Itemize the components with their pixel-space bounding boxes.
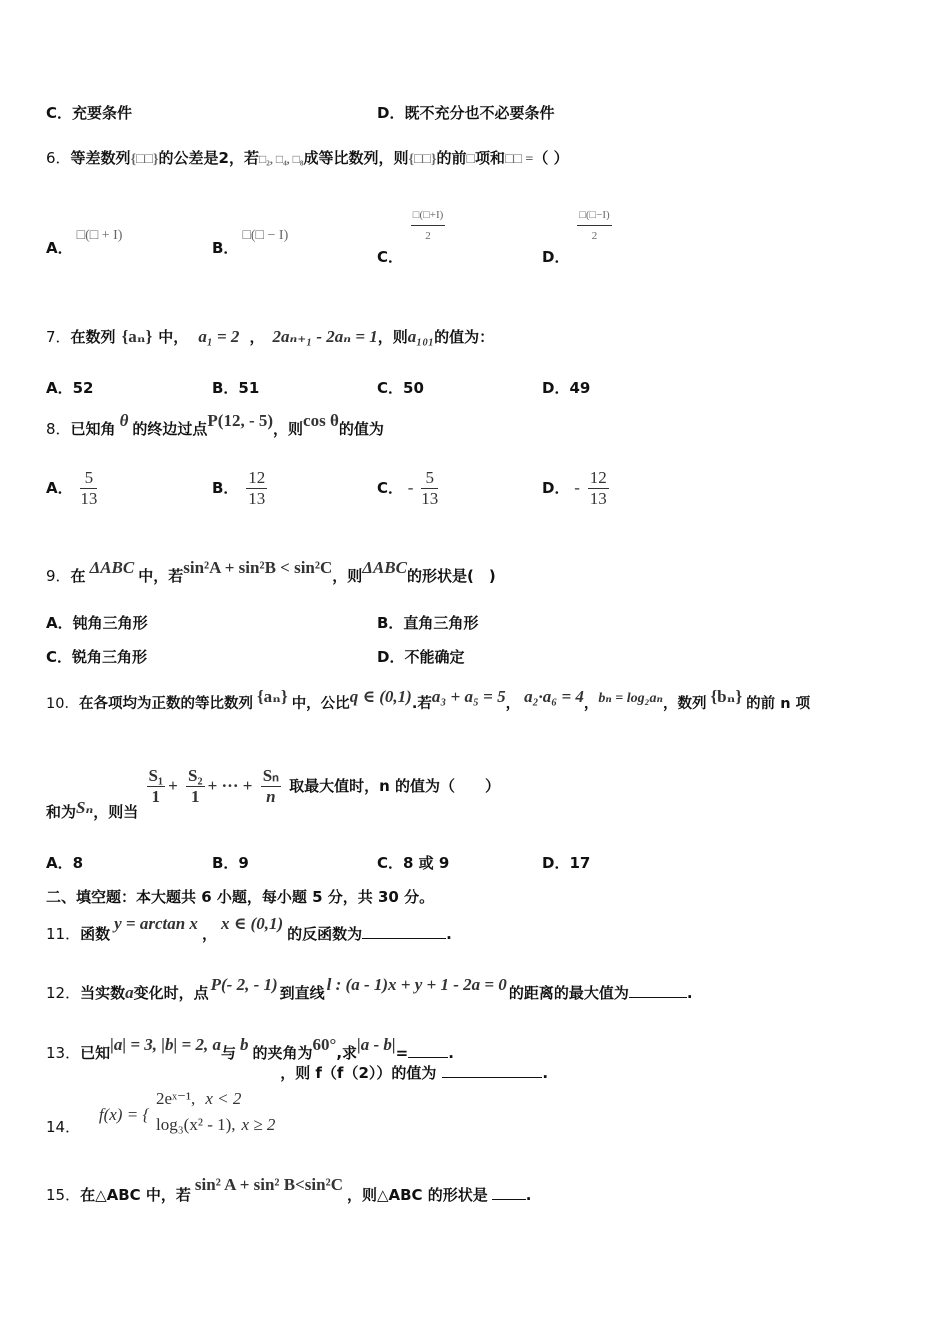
q7-option-d: D．49: [542, 379, 591, 397]
q15-t2: ，则△ABC 的形状是: [346, 1186, 488, 1204]
q8-t3: ，则: [273, 420, 304, 438]
q11-dom: x ∈ (0,1): [220, 914, 284, 933]
q13-t2: 与: [220, 1044, 236, 1062]
q7-seq: {aₙ}: [121, 327, 153, 346]
q13-t1: 已知: [80, 1044, 111, 1062]
question-12: [46, 975, 693, 1003]
q5-option-d: D．既不充分也不必要条件: [377, 104, 555, 122]
q6-optC-num: □(□+I): [411, 205, 445, 226]
q12-a: a: [125, 983, 134, 1002]
q10-c2: a₂·a₆ = 4: [524, 687, 584, 706]
q10-seq: {aₙ}: [256, 687, 288, 706]
question-8: [46, 411, 384, 439]
q7-t3: ，则: [377, 328, 408, 346]
q8-optC-sign: -: [407, 478, 414, 497]
q6-optD-den: 2: [591, 230, 598, 242]
q8-cos: cos θ: [303, 411, 339, 430]
q15-t1: 在△ABC 中，若: [80, 1186, 191, 1204]
q10-q: q ∈ (0,1): [349, 687, 412, 706]
q7-option-a: A．52: [46, 379, 94, 397]
q15-answer-blank[interactable]: [492, 1185, 526, 1200]
q7-c1: a₁ = 2: [198, 327, 240, 346]
q7-option-c: C．50: [377, 379, 424, 397]
question-7: 7．在数列 {aₙ} 中， a₁ = 2 ， 2aₙ₊₁ - 2aₙ = 1，则a₁₀₁的值为：: [46, 327, 495, 346]
q8-num: 8．: [46, 420, 71, 438]
q6-text: （ ）: [533, 149, 569, 167]
q10-f2n: S₂: [188, 766, 203, 785]
q10-plus1: +: [168, 776, 178, 795]
question-14: [46, 1064, 549, 1138]
q10-option-d: D．17: [542, 854, 591, 872]
q15-end: .: [525, 1186, 532, 1204]
q6-sn: □□ =: [504, 152, 534, 167]
q10-t2: 中，公比: [291, 696, 350, 712]
q13-num: 13．: [46, 1044, 81, 1062]
q6-option-c: [377, 205, 448, 266]
q8-optA-num: 5: [80, 468, 97, 489]
q7-c2: 2aₙ₊₁ - 2aₙ = 1: [272, 327, 378, 346]
q6-optA-label: A．: [46, 239, 73, 257]
section-2-heading: 二、填空题：本大题共 6 小题，每小题 5 分，共 30 分。: [46, 888, 435, 906]
q11-f: y = arctan x: [114, 914, 198, 933]
q6-terms: □₂, □₄, □₈: [258, 152, 304, 166]
q10-num: 10．: [46, 696, 79, 712]
q6-option-b: [212, 223, 289, 257]
q8-optB-num: 12: [248, 468, 266, 487]
q10-sn: Sₙ: [76, 798, 94, 817]
q9-tri: ΔABC: [89, 558, 135, 577]
q11-answer-blank[interactable]: [362, 924, 446, 939]
q9-num: 9．: [46, 567, 71, 585]
q8-optD-sign: -: [574, 478, 580, 497]
question-10: 10．在各项均为正数的等比数列 {aₙ} 中，公比q ∈ (0,1).若a₃ + a₅ = 5， a₂·a₆ = 4，bₙ = log₂aₙ，数列 {bₙ} 的前 n 项: [46, 687, 811, 712]
q6-text: 的公差是2，若: [158, 149, 259, 167]
q11-t2: ，: [201, 925, 217, 943]
q6-option-a: [46, 223, 123, 257]
q13-c1: |a| = 3, |b| = 2, a: [110, 1035, 221, 1054]
q10-t7: ，则当: [93, 803, 139, 821]
q10-f3n: Sₙ: [262, 766, 279, 785]
q6-optC-label: C．: [377, 248, 404, 266]
q9-t3: ，则: [332, 567, 363, 585]
question-11: [46, 914, 452, 944]
q14-case2: log₃(x² - 1),: [156, 1115, 236, 1134]
q10-t5: 的前 n 项: [746, 696, 811, 712]
q9-option-a: A．钝角三角形: [46, 614, 148, 632]
q12-l: l : (a - 1)x + y + 1 - 2a = 0: [326, 975, 507, 994]
q8-optB-den: 13: [248, 489, 266, 508]
q13-expr: |a - b|: [357, 1035, 396, 1054]
q8-theta: θ: [119, 411, 129, 430]
q10-t6: 和为: [46, 803, 77, 821]
q11-t3: 的反函数为: [287, 925, 363, 943]
q6-option-d: [542, 205, 615, 266]
q7-option-b: B．51: [212, 379, 260, 397]
q8-optD-den: 13: [589, 489, 607, 508]
question-15: [46, 1175, 532, 1205]
q14-end: .: [542, 1064, 549, 1082]
question-13: [46, 1035, 454, 1063]
q10-t1: 在各项均为正数的等比数列: [78, 696, 253, 712]
q10-dots: + ··· +: [207, 776, 253, 795]
q6-optB: □(□ − I): [242, 228, 289, 243]
q8-optA-den: 13: [80, 489, 98, 508]
q9-option-d: D．不能确定: [377, 648, 465, 666]
q9-t4: 的形状是( ): [406, 567, 496, 585]
q14-case1: 2eˣ⁻¹,: [156, 1089, 196, 1108]
q12-t3: 到直线: [279, 984, 325, 1002]
q10-f1d: 1: [151, 787, 161, 806]
q6-n: □: [466, 152, 475, 167]
q14-piecewise: [156, 1086, 275, 1138]
q13-t4: ,求: [336, 1044, 358, 1062]
q6-seq: {□□}: [130, 152, 159, 167]
q10-c3: bₙ = log₂aₙ: [598, 691, 663, 706]
q6-optB-label: B．: [212, 239, 239, 257]
q5-option-c: C．充要条件: [46, 104, 133, 122]
q12-end: .: [686, 984, 693, 1002]
q10-option-c: C．8 或 9: [377, 854, 450, 872]
q14-fx: f(x) = {: [98, 1105, 150, 1124]
q9-option-c: C．锐角三角形: [46, 648, 148, 666]
q14-cond2: x ≥ 2: [241, 1115, 276, 1134]
q6-optA: □(□ + I): [76, 228, 123, 243]
q13-eq: =: [395, 1044, 409, 1062]
q10-seqb: {bₙ}: [710, 687, 743, 706]
question-10-cont: [46, 766, 501, 821]
q14-cond1: x < 2: [205, 1089, 242, 1108]
q13-answer-blank[interactable]: [408, 1043, 448, 1058]
q8-optD-num: 12: [589, 468, 607, 487]
q7-t4: 的值为：: [434, 328, 495, 346]
q8-optC-den: 13: [421, 489, 439, 508]
q6-optD-num: □(□−I): [577, 205, 611, 226]
question-9: [46, 558, 496, 586]
q9-t2: 中，若: [138, 567, 184, 585]
q6-seq: {□□}: [408, 152, 437, 167]
q7-num: 7．: [46, 328, 71, 346]
q12-num: 12．: [46, 984, 81, 1002]
q9-tri2: ΔABC: [362, 558, 407, 577]
q8-optA-label: A．: [46, 479, 73, 497]
q8-option-d: [542, 468, 612, 509]
q14-num: 14．: [46, 1118, 81, 1136]
q12-t2: 变化时，点: [133, 984, 209, 1002]
q10-f1n: S₁: [148, 766, 164, 785]
q7-t1: 在数列: [70, 328, 116, 346]
q8-t1: 已知角: [70, 420, 116, 438]
q12-t1: 当实数: [80, 984, 126, 1002]
q10-option-a: A．8: [46, 854, 84, 872]
q11-num: 11．: [46, 925, 81, 943]
q8-optC-label: C．: [377, 479, 404, 497]
q8-option-b: [212, 468, 270, 509]
q6-optD-label: D．: [542, 248, 570, 266]
q8-option-a: [46, 468, 100, 509]
q15-cond: sin² A + sin² B<sin²C: [194, 1175, 343, 1194]
q10-t8: 取最大值时，n 的值为（ ）: [289, 777, 501, 795]
q6-text: 成等比数列，则: [303, 149, 409, 167]
q9-option-b: B．直角三角形: [377, 614, 479, 632]
q8-optC-num: 5: [421, 468, 438, 489]
q10-c1: a₃ + a₅ = 5: [431, 687, 506, 706]
q9-cond: sin²A + sin²B < sin²C: [183, 558, 333, 577]
q10-f2d: 1: [191, 787, 200, 806]
q9-t1: 在: [70, 567, 86, 585]
q12-answer-blank[interactable]: [629, 983, 687, 998]
q11-end: .: [446, 925, 452, 943]
q8-t4: 的值为: [338, 420, 384, 438]
q6-text: 等差数列: [70, 149, 131, 167]
q8-optB-label: B．: [212, 479, 239, 497]
q6-number: 6．: [46, 149, 71, 167]
q7-target: a₁₀₁: [407, 327, 435, 346]
q12-P: P(- 2, - 1): [210, 975, 278, 994]
q6-optC-den: 2: [425, 230, 431, 242]
q10-t3: .若: [411, 696, 432, 712]
q14-t1: ，则 f（f（2））的值为: [280, 1064, 437, 1082]
q6-text: 项和: [474, 149, 505, 167]
question-6: [46, 147, 569, 168]
q10-option-b: B．9: [212, 854, 249, 872]
q11-t1: 函数: [80, 925, 111, 943]
q6-text: 的前: [436, 149, 467, 167]
q10-t4: ，数列: [662, 696, 707, 712]
q13-b: b: [239, 1035, 249, 1054]
q12-t4: 的距离的最大值为: [508, 984, 629, 1002]
q8-t2: 的终边过点: [132, 420, 208, 438]
q8-optD-label: D．: [542, 479, 570, 497]
q14-answer-blank[interactable]: [442, 1063, 542, 1078]
q8-option-c: [377, 468, 441, 509]
q13-end: .: [448, 1044, 454, 1062]
q13-t3: 的夹角为: [252, 1044, 313, 1062]
q7-t2: 中，: [158, 328, 189, 346]
q15-num: 15．: [46, 1186, 81, 1204]
q13-ang: 60°: [312, 1035, 337, 1054]
q8-point: P(12, - 5): [207, 411, 274, 430]
q10-f3d: n: [266, 787, 276, 806]
